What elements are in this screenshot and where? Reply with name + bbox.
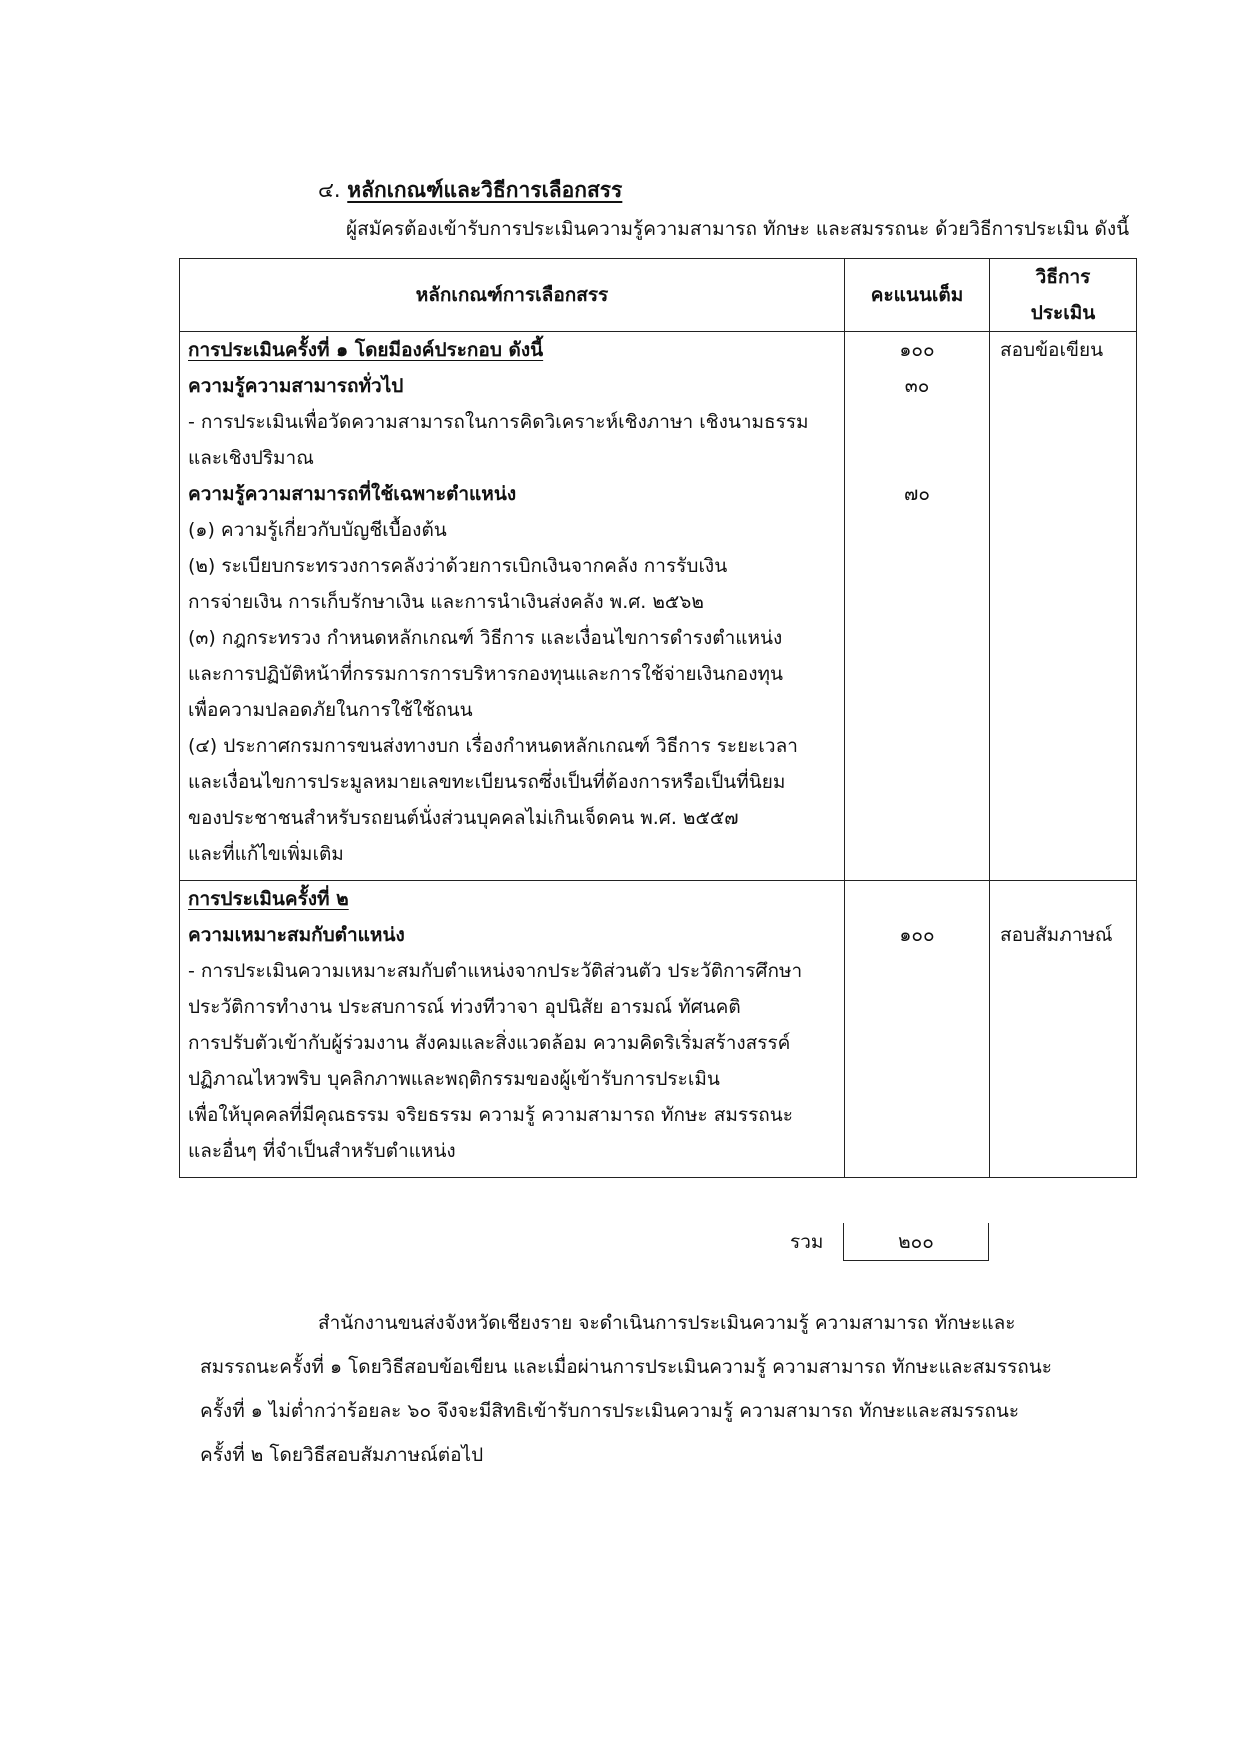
round1-line: และที่แก้ไขเพิ่มเติม	[188, 843, 344, 865]
header-method	[990, 259, 1137, 332]
round1-score-cell	[845, 332, 990, 881]
total-value: ๒๐๐	[843, 1223, 989, 1261]
round2-line: ปฏิภาณไหวพริบ บุคลิกภาพและพฤติกรรมของผู้เข้ารับการประเมิน	[188, 1068, 720, 1090]
section-heading	[318, 174, 622, 207]
paragraph-line: ครั้งที่ ๑ ไม่ต่ำกว่าร้อยละ ๖๐ จึงจะมีสิทธิเข้ารับการประเมินความรู้ ความสามารถ ทักษะและสมรรถนะ	[200, 1400, 1020, 1422]
round2-line: เพื่อให้บุคคลที่มีคุณธรรม จริยธรรม ความรู้ ความสามารถ ทักษะ สมรรถนะ	[188, 1104, 793, 1126]
table-row-round2	[180, 881, 1137, 1178]
round2-title: การประเมินครั้งที่ ๒	[188, 888, 349, 910]
header-criteria: หลักเกณฑ์การเลือกสรร	[180, 259, 845, 332]
round1-score-specific: ๗๐	[904, 483, 930, 505]
round1-line: (๒) ระเบียบกระทรวงการคลังว่าด้วยการเบิกเงินจากคลัง การรับเงิน	[188, 555, 728, 577]
header-method-line2: ประเมิน	[1030, 302, 1096, 324]
header-method-line1: วิธีการ	[1035, 266, 1091, 288]
header-score: คะแนนเต็ม	[845, 259, 990, 332]
round1-specific-heading: ความรู้ความสามารถที่ใช้เฉพาะตำแหน่ง	[188, 483, 517, 505]
round1-line: (๔) ประกาศกรมการขนส่งทางบก เรื่องกำหนดหลักเกณฑ์ วิธีการ ระยะเวลา	[188, 735, 798, 757]
section-intro: ผู้สมัครต้องเข้ารับการประเมินความรู้ความสามารถ ทักษะ และสมรรถนะ ด้วยวิธีการประเมิน ดังนี้	[346, 218, 1130, 240]
round1-line: การจ่ายเงิน การเก็บรักษาเงิน และการนำเงินส่งคลัง พ.ศ. ๒๕๖๒	[188, 591, 704, 613]
round1-line: (๑) ความรู้เกี่ยวกับบัญชีเบื้องต้น	[188, 519, 447, 541]
round1-score-total: ๑๐๐	[899, 339, 935, 361]
round1-line: (๓) กฎกระทรวง กำหนดหลักเกณฑ์ วิธีการ และเงื่อนไขการดำรงตำแหน่ง	[188, 627, 783, 649]
round2-line: และอื่นๆ ที่จำเป็นสำหรับตำแหน่ง	[188, 1140, 456, 1162]
round1-line: เพื่อความปลอดภัยในการใช้ใช้ถนน	[188, 699, 473, 721]
round2-criteria-cell	[180, 881, 845, 1178]
round2-line: ประวัติการทำงาน ประสบการณ์ ท่วงทีวาจา อุปนิสัย อารมณ์ ทัศนคติ	[188, 996, 741, 1018]
paragraph-line: สำนักงานขนส่งจังหวัดเชียงราย จะดำเนินการประเมินความรู้ ความสามารถ ทักษะและ	[318, 1312, 1016, 1334]
table-header-row	[180, 259, 1137, 332]
paragraph-line: สมรรถนะครั้งที่ ๑ โดยวิธีสอบข้อเขียน และเมื่อผ่านการประเมินความรู้ ความสามารถ ทักษะและสมรรถนะ	[200, 1356, 1052, 1378]
round2-method: สอบสัมภาษณ์	[1000, 924, 1113, 946]
round1-method: สอบข้อเขียน	[1000, 339, 1104, 361]
paragraph-line: ครั้งที่ ๒ โดยวิธีสอบสัมภาษณ์ต่อไป	[200, 1444, 484, 1466]
round1-score-general: ๓๐	[904, 375, 930, 397]
round1-line: และการปฏิบัติหน้าที่กรรมการการบริหารกองทุนและการใช้จ่ายเงินกองทุน	[188, 663, 784, 685]
criteria-table	[179, 258, 1137, 1178]
round1-line: และเชิงปริมาณ	[188, 447, 314, 469]
round1-line: และเงื่อนไขการประมูลหมายเลขทะเบียนรถซึ่งเป็นที่ต้องการหรือเป็นที่นิยม	[188, 771, 786, 793]
round2-heading: ความเหมาะสมกับตำแหน่ง	[188, 924, 405, 946]
round2-score-cell	[845, 881, 990, 1178]
round1-method-cell	[990, 332, 1137, 881]
round2-line: การปรับตัวเข้ากับผู้ร่วมงาน สังคมและสิ่งแวดล้อม ความคิดริเริ่มสร้างสรรค์	[188, 1032, 791, 1054]
round1-line: - การประเมินเพื่อวัดความสามารถในการคิดวิเคราะห์เชิงภาษา เชิงนามธรรม	[188, 411, 809, 433]
round2-line: - การประเมินความเหมาะสมกับตำแหน่งจากประวัติส่วนตัว ประวัติการศึกษา	[188, 960, 803, 982]
round1-title: การประเมินครั้งที่ ๑ โดยมีองค์ประกอบ ดังนี้	[188, 339, 544, 361]
table-row-round1	[180, 332, 1137, 881]
total-label: รวม	[790, 1231, 824, 1253]
round1-criteria-cell	[180, 332, 845, 881]
section-title: หลักเกณฑ์และวิธีการเลือกสรร	[347, 178, 623, 202]
round1-general-heading: ความรู้ความสามารถทั่วไป	[188, 375, 404, 397]
round2-score: ๑๐๐	[899, 924, 935, 946]
closing-paragraph	[200, 1301, 1130, 1477]
round1-line: ของประชาชนสำหรับรถยนต์นั่งส่วนบุคคลไม่เกินเจ็ดคน พ.ศ. ๒๕๕๗	[188, 807, 739, 829]
round2-method-cell	[990, 881, 1137, 1178]
section-number: ๔.	[318, 178, 341, 202]
